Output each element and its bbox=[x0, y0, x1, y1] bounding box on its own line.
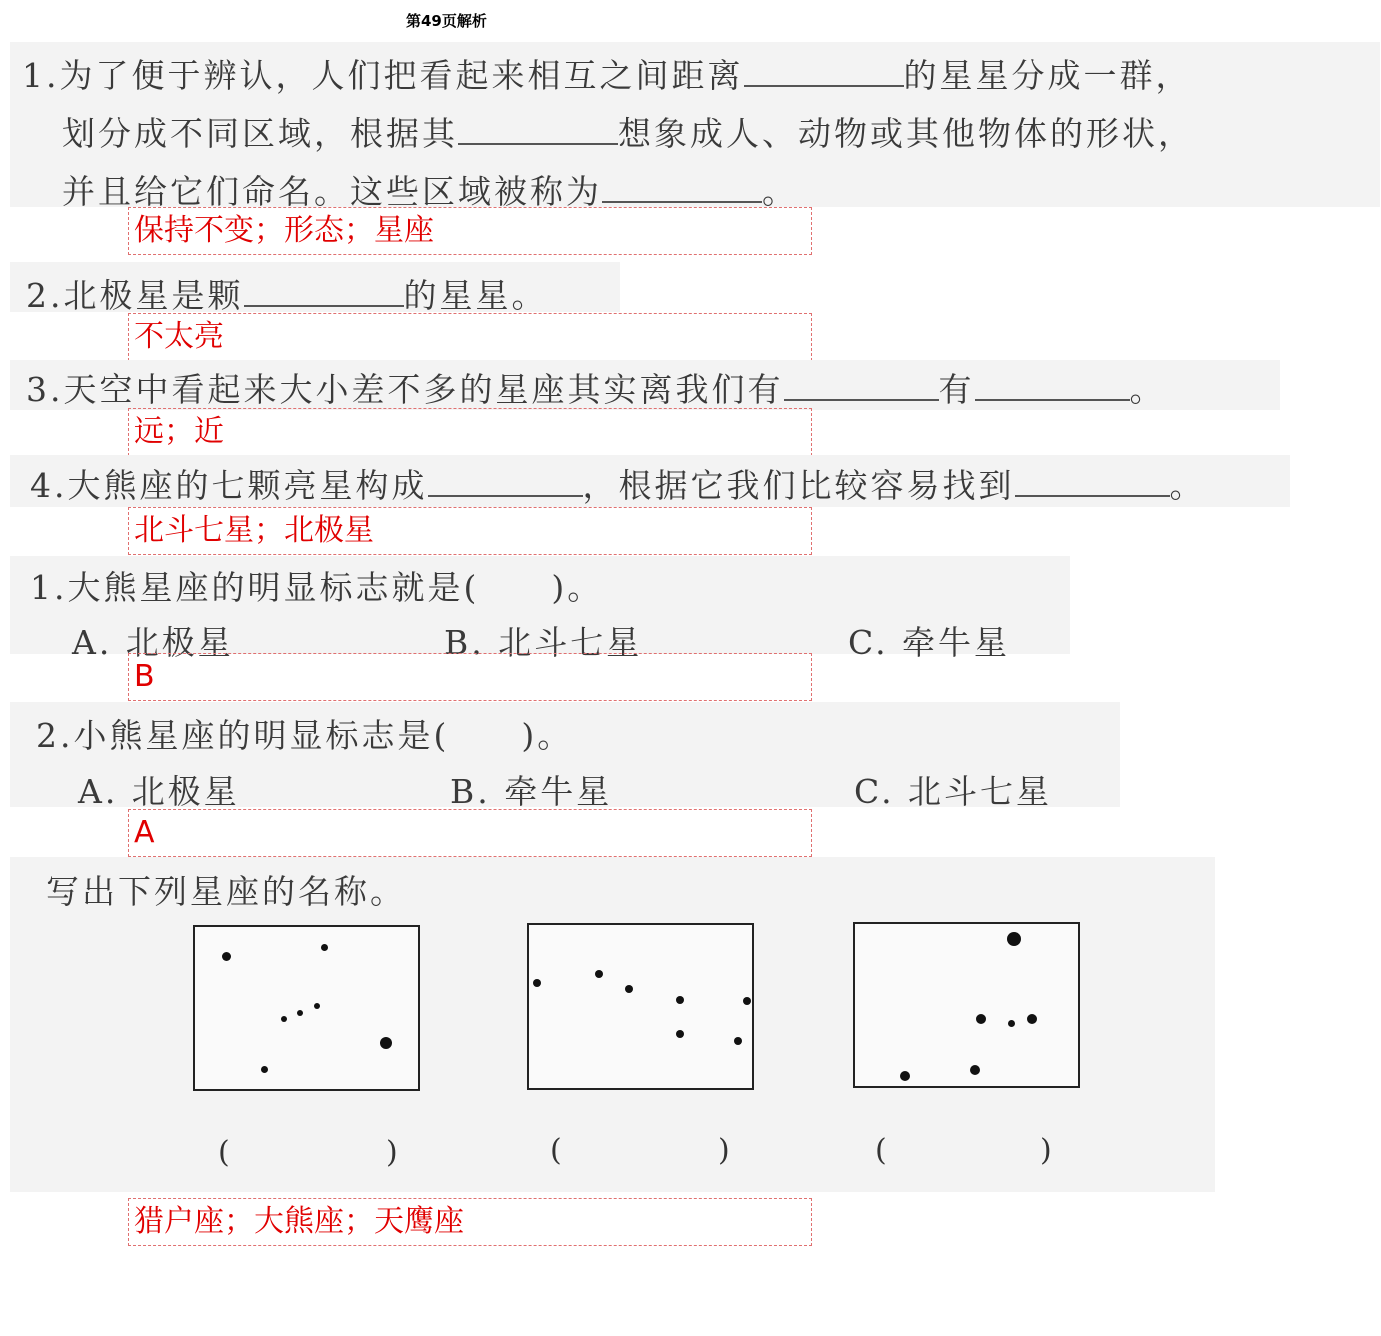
star-dot bbox=[281, 1016, 287, 1022]
question-1-line-3 bbox=[62, 166, 798, 213]
star-dot bbox=[1007, 932, 1021, 946]
answer-blank bbox=[975, 369, 1130, 401]
question-text: 为了便于辨认，人们把看起来相互之间距离 bbox=[59, 56, 744, 95]
question-number: 3. bbox=[26, 370, 64, 409]
star-dot bbox=[676, 996, 684, 1004]
star-dot bbox=[676, 1030, 684, 1038]
question-number: 2. bbox=[26, 276, 64, 315]
question-text: 划分成不同区域，根据其 bbox=[62, 114, 458, 153]
star-dot bbox=[1008, 1020, 1015, 1027]
question-number: 4. bbox=[30, 466, 68, 505]
answer-blank bbox=[1015, 465, 1170, 497]
constellation-prompt: 写出下列星座的名称。 bbox=[46, 872, 406, 911]
star-dot bbox=[595, 970, 603, 978]
choice-1-option-b: B. 北斗七星 bbox=[444, 623, 643, 662]
question-text: 。 bbox=[762, 172, 798, 211]
question-2 bbox=[26, 270, 548, 317]
question-text: 北极星是颗 bbox=[63, 276, 244, 315]
question-1-line-1 bbox=[22, 50, 1192, 97]
answer-blank bbox=[602, 171, 762, 203]
paren-open-3: ( bbox=[875, 1133, 887, 1168]
question-number: 1. bbox=[22, 56, 60, 95]
star-dot bbox=[314, 1003, 320, 1009]
answer-blank bbox=[784, 369, 939, 401]
answer-blank bbox=[244, 275, 404, 307]
question-text: 的星星分成一群， bbox=[903, 56, 1192, 95]
question-number: 2. bbox=[36, 716, 74, 755]
choice-1-option-a: A. 北极星 bbox=[72, 623, 234, 662]
star-dot bbox=[321, 944, 328, 951]
answer-box-choice-2: A bbox=[128, 809, 812, 857]
choice-2-option-c: C. 北斗七星 bbox=[854, 772, 1053, 811]
star-dot bbox=[900, 1071, 910, 1081]
answer-box-constellations: 猎户座；大熊座；天鹰座 bbox=[128, 1198, 812, 1246]
question-text: 小熊星座的明显标志是( )。 bbox=[73, 716, 574, 755]
star-dot bbox=[222, 952, 231, 961]
star-dot bbox=[743, 997, 751, 1005]
paren-close-1: ) bbox=[386, 1135, 398, 1170]
constellation-box-1 bbox=[193, 925, 420, 1091]
answer-box-choice-1: B bbox=[128, 653, 812, 701]
question-text: 大熊座的七颗亮星构成 bbox=[67, 466, 428, 505]
question-text: 天空中看起来大小差不多的星座其实离我们有 bbox=[63, 370, 784, 409]
question-text: 大熊星座的明显标志就是( )。 bbox=[67, 568, 604, 607]
answer-box-q3: 远；近 bbox=[128, 408, 812, 456]
star-dot bbox=[976, 1014, 986, 1024]
answer-box-q2: 不太亮 bbox=[128, 313, 812, 361]
question-text: 想象成人、动物或其他物体的形状， bbox=[618, 114, 1194, 153]
page-title: 第49页解析 bbox=[406, 12, 487, 30]
star-dot bbox=[734, 1037, 742, 1045]
question-3 bbox=[26, 364, 1166, 411]
question-text: 。 bbox=[1169, 466, 1206, 505]
answer-box-q4: 北斗七星；北极星 bbox=[128, 507, 812, 555]
question-text: 。 bbox=[1129, 370, 1166, 409]
answer-blank bbox=[428, 465, 583, 497]
question-text: 有 bbox=[938, 370, 975, 409]
question-text: 并且给它们命名。这些区域被称为 bbox=[62, 172, 602, 211]
answer-blank bbox=[744, 55, 904, 87]
paren-open-2: ( bbox=[550, 1133, 562, 1168]
choice-1-stem bbox=[30, 562, 603, 609]
star-dot bbox=[297, 1010, 303, 1016]
answer-box-q1: 保持不变；形态；星座 bbox=[128, 207, 812, 255]
star-dot bbox=[380, 1037, 392, 1049]
choice-2-option-b: B. 牵牛星 bbox=[450, 772, 613, 811]
star-dot bbox=[1027, 1014, 1037, 1024]
paren-close-3: ) bbox=[1040, 1133, 1052, 1168]
star-dot bbox=[533, 979, 541, 987]
choice-2-option-a: A. 北极星 bbox=[78, 772, 240, 811]
constellation-box-3 bbox=[853, 922, 1080, 1088]
star-dot bbox=[970, 1065, 980, 1075]
question-number: 1. bbox=[30, 568, 68, 607]
choice-2-stem bbox=[36, 710, 573, 757]
star-dot bbox=[261, 1066, 268, 1073]
question-text: 的星星。 bbox=[403, 276, 548, 315]
choice-1-option-c: C. 牵牛星 bbox=[848, 623, 1011, 662]
question-1-line-2 bbox=[62, 108, 1194, 155]
question-text: ，根据它我们比较容易找到 bbox=[582, 466, 1015, 505]
paren-close-2: ) bbox=[718, 1133, 730, 1168]
paren-open-1: ( bbox=[218, 1135, 230, 1170]
question-4 bbox=[30, 460, 1206, 507]
constellation-box-2 bbox=[527, 923, 754, 1090]
answer-blank bbox=[458, 113, 618, 145]
star-dot bbox=[625, 985, 633, 993]
